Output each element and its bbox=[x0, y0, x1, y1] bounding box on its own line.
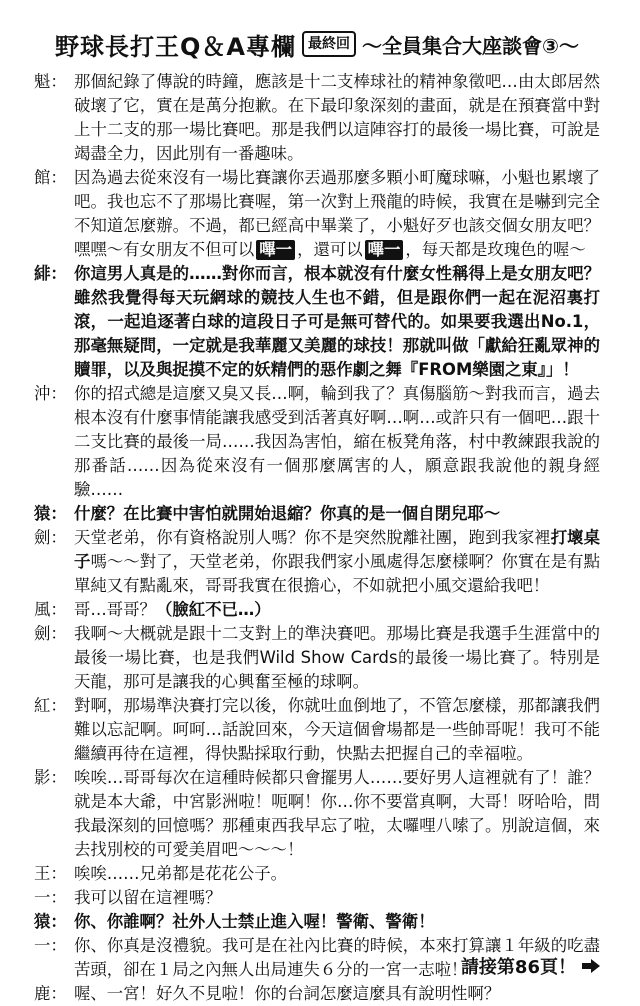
dialogue-line bbox=[34, 262, 600, 382]
dialogue-text: 我可以留在這裡嗎？ bbox=[74, 888, 222, 907]
dialogue-line bbox=[34, 766, 600, 862]
speaker-label: 猿： bbox=[34, 912, 67, 931]
dialogue-text bbox=[74, 526, 600, 598]
dialogue-line bbox=[34, 382, 600, 502]
dialogue-line bbox=[34, 694, 600, 766]
dialogue-text: 唉唉……兄弟都是花花公子。 bbox=[74, 864, 288, 883]
censor-box: 嗶一 bbox=[365, 240, 404, 260]
speaker-label: 劍： bbox=[34, 528, 67, 547]
speaker-label: 風： bbox=[34, 600, 67, 619]
column-subtitle: ～全員集合大座談會③～ bbox=[362, 33, 579, 58]
dialogue-text: 唉唉…哥哥每次在這種時候都只會擺男人……要好男人這裡就有了！誰？就是本大爺，中宮影洲啦！呃啊！你…你不要當真啊，大哥！呀哈哈，問我最深刻的回憶嗎？那種東西我早忘了啦，太囉哩八嗦了。別說這個，來去找別校的可愛美眉吧～～～！ bbox=[74, 768, 600, 859]
dialogue-line bbox=[34, 622, 600, 694]
dialogue-list bbox=[34, 70, 600, 1006]
speaker-label: 沖： bbox=[34, 384, 67, 403]
speaker-label: 紅： bbox=[34, 696, 67, 715]
bold-text-segment: （臉紅不已…） bbox=[155, 600, 271, 619]
dialogue-text: 那個紀錄了傳說的時鐘，應該是十二支棒球社的精神象徵吧…由太郎居然破壞了它，實在是萬分抱歉。在下最印象深刻的畫面，就是在預賽當中對上十二支的那一場比賽吧。那是我們以這陣容打的最後一場比賽，可說是竭盡全力，因此別有一番趣味。 bbox=[74, 72, 600, 163]
text-segment: 哥…哥哥？ bbox=[74, 600, 156, 619]
dialogue-line bbox=[34, 886, 600, 910]
dialogue-line bbox=[34, 70, 600, 166]
dialogue-line bbox=[34, 502, 600, 526]
text-segment: 嗎～～對了，天堂老弟，你跟我們家小風處得怎麼樣啊？你實在是有點單純又有點亂來，哥哥我實在很擔心，不如就把小風交還給我吧！ bbox=[74, 552, 601, 595]
dialogue-line bbox=[34, 598, 600, 622]
dialogue-text: 什麼？在比賽中害怕就開始退縮？你真的是一個自閉兒耶～ bbox=[74, 504, 501, 523]
continue-note bbox=[461, 953, 600, 979]
dialogue-text: 你、你誰啊？社外人士禁止進入喔！警衛、警衛！ bbox=[74, 912, 435, 931]
text-segment: 因為過去從來沒有一場比賽讓你丟過那麼多顆小町魔球嘛，小魁也累壞了吧。我也忘不了那場比賽喔，第一次對上飛龍的時候，我實在是嚇到完全不知道怎麼辦。不過，都已經高中畢業了，小魁好歹也該交個女朋友吧？嘿嘿～有女朋友不但可以 bbox=[74, 168, 600, 259]
dialogue-text: 你的招式總是這麼又臭又長…啊，輪到我了？真傷腦筋～對我而言，過去根本沒有什麼事情能讓我感受到活著真好啊…啊…或許只有一個吧…跟十二支比賽的最後一局……我因為害怕，縮在板凳角落，村中教練跟我說的那番話……因為從來沒有一個那麼厲害的人，願意跟我說他的親身經驗…… bbox=[74, 384, 600, 499]
text-segment: ，每天都是玫瑰色的喔～ bbox=[405, 240, 586, 259]
speaker-label: 劍： bbox=[34, 624, 67, 643]
dialogue-line bbox=[34, 910, 600, 934]
column-header bbox=[34, 24, 600, 64]
arrow-right-icon bbox=[582, 959, 600, 973]
dialogue-line bbox=[34, 526, 600, 598]
censor-box: 嗶一 bbox=[256, 240, 295, 260]
final-episode-badge: 最終回 bbox=[302, 31, 356, 57]
dialogue-text: 喔、一宮！好久不見啦！你的台詞怎麼這麼具有說明性啊？ bbox=[74, 984, 501, 1003]
speaker-label: 影： bbox=[34, 768, 67, 787]
dialogue-text bbox=[74, 598, 600, 622]
dialogue-text: 你這男人真是的……對你而言，根本就沒有什麼女性稱得上是女朋友吧？雖然我覺得每天玩網球的競技人生也不錯，但是跟你們一起在泥沼裏打滾，一起追逐著白球的這段日子可是無可替代的。如果要我選出No.1，那毫無疑問，一定就是我華麗又美麗的球技！那就叫做「獻給狂亂眾神的贖罪，以及與捉摸不定的妖精們的惡作劇之舞『FROM樂園之東』」！ bbox=[74, 264, 600, 379]
dialogue-text bbox=[74, 166, 600, 262]
bold-text-segment: 打壞桌子 bbox=[74, 528, 601, 571]
dialogue-text: 對啊，那場準決賽打完以後，你就吐血倒地了，不管怎麼樣，那都讓我們難以忘記啊。呵呵…話說回來，今天這個會場都是一些帥哥呢！我可不能繼續再待在這裡，得快點採取行動，快點去把握自己的幸福啦。 bbox=[74, 696, 600, 763]
continue-text: 請接第86頁！ bbox=[460, 957, 576, 978]
dialogue-line bbox=[34, 982, 600, 1006]
speaker-label: 王： bbox=[34, 864, 67, 883]
dialogue-line bbox=[34, 166, 600, 262]
text-segment: ，還可以 bbox=[297, 240, 363, 259]
speaker-label: 鹿： bbox=[34, 984, 67, 1003]
speaker-label: 魁： bbox=[34, 72, 67, 91]
dialogue-text: 你、你真是沒禮貌。我可是在社內比賽的時候，本來打算讓１年級的吃盡苦頭，卻在１局之內無人出局連失６分的一宮一志啦！ bbox=[74, 936, 600, 979]
speaker-label: 館： bbox=[34, 168, 67, 187]
text-segment: 天堂老弟，你有資格說別人嗎？你不是突然脫離社團，跑到我家裡 bbox=[74, 528, 551, 547]
speaker-label: 緋： bbox=[34, 264, 67, 283]
dialogue-text: 我啊～大概就是跟十二支對上的準決賽吧。那場比賽是我選手生涯當中的最後一場比賽，也是我們Wild Show Cards的最後一場比賽了。特別是天龍，那可是讓我的心興奮至極的球啊。 bbox=[74, 624, 600, 691]
speaker-label: 猿： bbox=[34, 504, 67, 523]
column-title: 野球長打王Q＆A專欄 bbox=[55, 32, 297, 61]
speaker-label: 一： bbox=[34, 936, 67, 955]
speaker-label: 一： bbox=[34, 888, 67, 907]
dialogue-line bbox=[34, 862, 600, 886]
